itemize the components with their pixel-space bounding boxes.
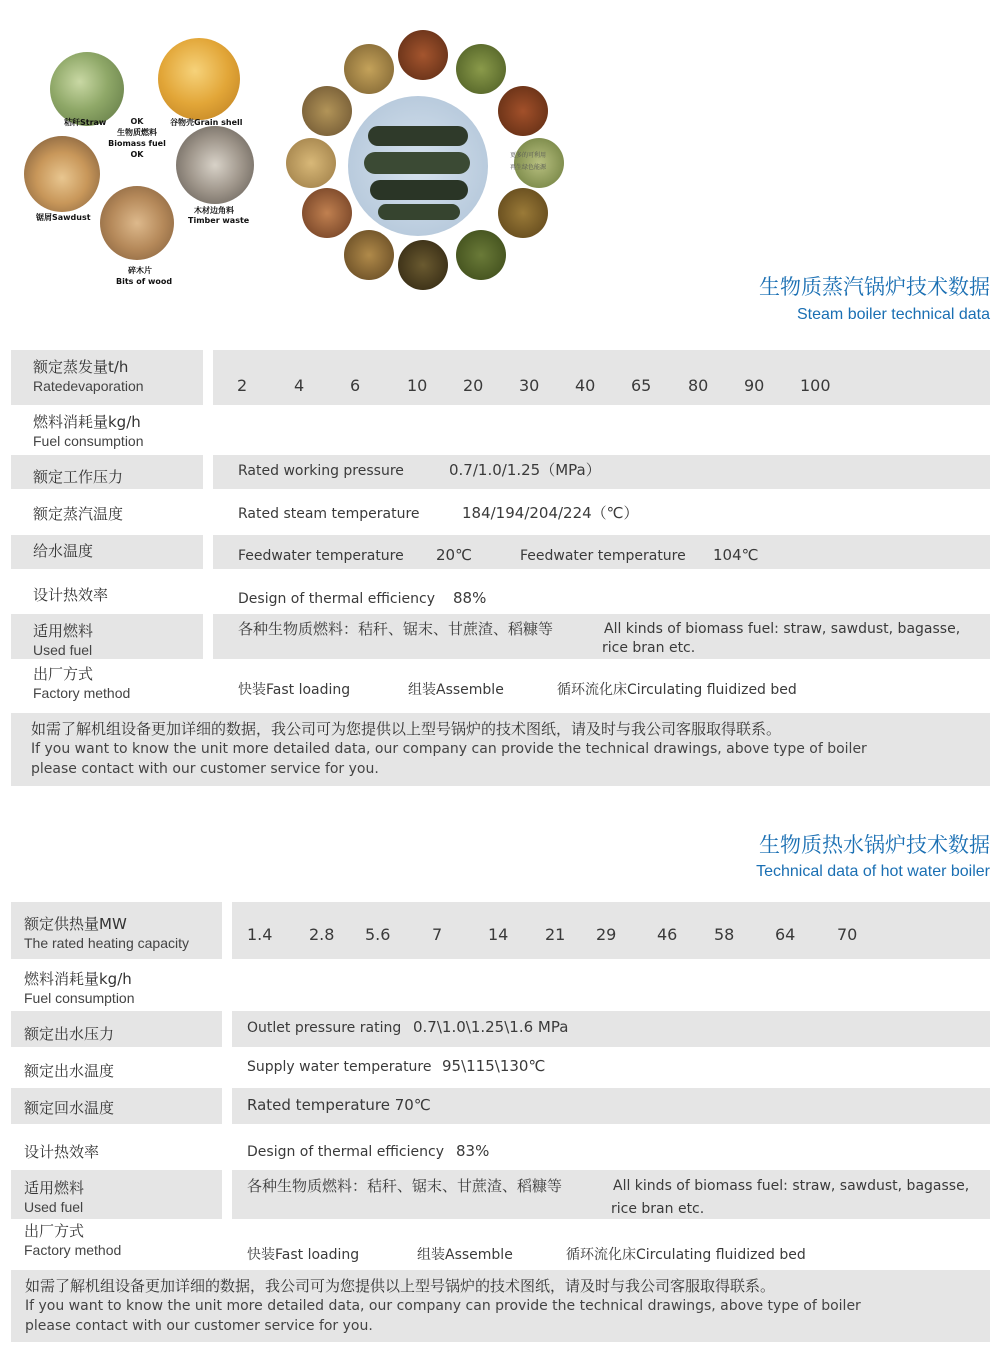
steam-contact-note: 如需了解机组设备更加详细的数据，我公司可为您提供以上型号锅炉的技术图纸，请及时与我公司客服取得联系。 If you want to know the unit more detailed data, our company can provide the technical drawings, above type of boiler please contact with our customer service for you. xyxy=(11,713,990,786)
straw-image xyxy=(50,52,124,126)
timber-waste-label-cn: 木材边角料 xyxy=(194,206,234,215)
steam-efficiency-label: 设计热效率 xyxy=(33,586,109,604)
steam-efficiency-text: Design of thermal efficiency xyxy=(238,591,435,607)
steam-used-fuel-cn: 各种生物质燃料：秸秆、锯末、甘蔗渣、稻糠等 xyxy=(238,620,554,638)
steam-capacity-label: 额定蒸发量t/h Ratedevaporation xyxy=(33,358,144,394)
biomass-wheel-image xyxy=(280,28,570,290)
hotwater-outlet-pressure-text: Outlet pressure rating xyxy=(247,1020,402,1036)
hotwater-capacity-label: 额定供热量MW The rated heating capacity xyxy=(24,915,189,951)
hotwater-factory-assemble: 组装Assemble xyxy=(417,1247,513,1263)
hotwater-capacity-value: 46 xyxy=(657,925,678,944)
hotwater-fuel-label: 燃料消耗量kg/h Fuel consumption xyxy=(24,970,135,1006)
wheel-caption-1: 更多的可利用 xyxy=(510,152,547,159)
wheel-sample xyxy=(286,138,336,188)
hotwater-capacity-value: 1.4 xyxy=(247,925,273,944)
hotwater-used-fuel-en-2: rice bran etc. xyxy=(611,1201,705,1217)
steam-feedwater-value-1: 20℃ xyxy=(436,546,472,564)
wheel-sample xyxy=(498,188,548,238)
hotwater-capacity-value: 58 xyxy=(714,925,735,944)
steam-capacity-value: 80 xyxy=(688,376,709,395)
steam-fuel-label: 燃料消耗量kg/h Fuel consumption xyxy=(33,413,144,449)
wheel-sample xyxy=(498,86,548,136)
timber-waste-label-en: Timber waste xyxy=(188,216,250,225)
bits-of-wood-image xyxy=(100,186,174,260)
hotwater-efficiency-label: 设计热效率 xyxy=(24,1143,100,1161)
steam-title-en: Steam boiler technical data xyxy=(797,306,990,323)
hotwater-efficiency-text: Design of thermal efficiency xyxy=(247,1144,444,1160)
steam-feedwater-value-2: 104℃ xyxy=(713,546,759,564)
steam-efficiency-value: 88% xyxy=(453,589,487,607)
steam-capacity-value: 90 xyxy=(744,376,765,395)
hotwater-title-en: Technical data of hot water boiler xyxy=(756,863,990,880)
wheel-sample xyxy=(456,44,506,94)
bits-of-wood-label-en: Bits of wood xyxy=(116,277,173,286)
steam-pressure-value: 0.7/1.0/1.25（MPa） xyxy=(449,461,601,479)
hotwater-capacity-value: 29 xyxy=(596,925,617,944)
bits-of-wood-label-cn: 碎木片 xyxy=(128,266,152,275)
hotwater-used-fuel-en-1: All kinds of biomass fuel: straw, sawdust, bagasse, xyxy=(613,1178,970,1194)
hotwater-title-cn: 生物质热水锅炉技术数据 xyxy=(759,833,990,857)
steam-title-cn: 生物质蒸汽锅炉技术数据 xyxy=(759,275,990,299)
straw-label: 秸秆Straw xyxy=(64,118,107,127)
steam-factory-assemble: 组装Assemble xyxy=(408,682,504,698)
hotwater-outlet-temp-text: Supply water temperature xyxy=(247,1059,432,1075)
hotwater-capacity-value: 21 xyxy=(545,925,566,944)
steam-factory-fast-loading: 快装Fast loading xyxy=(238,682,351,698)
steam-temp-label: 额定蒸汽温度 xyxy=(33,505,124,523)
steam-capacity-value: 2 xyxy=(237,376,248,395)
wheel-caption-2: 再生绿色能源 xyxy=(510,164,547,171)
biomass-fuel-diagram xyxy=(18,30,268,290)
wheel-sample xyxy=(456,230,506,280)
steam-capacity-value: 20 xyxy=(463,376,484,395)
wheel-sample xyxy=(302,188,352,238)
steam-pressure-label: 额定工作压力 xyxy=(33,468,124,486)
hotwater-factory-fluidized-bed: 循环流化床Circulating fluidized bed xyxy=(566,1247,806,1263)
wheel-sample xyxy=(398,240,448,290)
steam-capacity-value: 40 xyxy=(575,376,596,395)
timber-waste-image xyxy=(176,126,254,204)
hotwater-capacity-value: 64 xyxy=(775,925,796,944)
hotwater-capacity-value: 7 xyxy=(432,925,443,944)
sawdust-image xyxy=(24,136,100,212)
steam-used-fuel-en-2: rice bran etc. xyxy=(602,640,696,656)
steam-capacity-value: 30 xyxy=(519,376,540,395)
hotwater-outlet-temp-label: 额定出水温度 xyxy=(24,1062,115,1080)
biomass-fuel-center-label: OK 生物质燃料 Biomass fuel OK xyxy=(108,117,166,159)
hotwater-factory-fast-loading: 快装Fast loading xyxy=(247,1247,360,1263)
hotwater-contact-note: 如需了解机组设备更加详细的数据，我公司可为您提供以上型号锅炉的技术图纸，请及时与我公司客服取得联系。 If you want to know the unit more detailed data, our company can provide the technical drawings, above type of boiler please contact with our customer service for you. xyxy=(11,1270,990,1342)
hotwater-outlet-pressure-value: 0.7\1.0\1.25\1.6 MPa xyxy=(413,1018,569,1036)
steam-factory-label: 出厂方式 Factory method xyxy=(33,665,131,701)
hotwater-outlet-temp-value: 95\115\130℃ xyxy=(442,1057,546,1075)
hotwater-capacity-value: 70 xyxy=(837,925,858,944)
steam-feedwater-text-2: Feedwater temperature xyxy=(520,548,686,564)
steam-feedwater-label: 给水温度 xyxy=(33,542,94,560)
pellet-center-image xyxy=(348,96,488,236)
grain-shell-image xyxy=(158,38,240,120)
steam-temp-value: 184/194/204/224（℃） xyxy=(462,504,639,522)
steam-capacity-value: 4 xyxy=(294,376,305,395)
steam-capacity-value: 100 xyxy=(800,376,831,395)
steam-used-fuel-label: 适用燃料 Used fuel xyxy=(33,622,94,658)
hotwater-capacity-value: 5.6 xyxy=(365,925,391,944)
steam-capacity-value: 6 xyxy=(350,376,361,395)
wheel-sample xyxy=(344,44,394,94)
steam-capacity-value: 65 xyxy=(631,376,652,395)
hotwater-outlet-pressure-label: 额定出水压力 xyxy=(24,1025,115,1043)
steam-used-fuel-en-1: All kinds of biomass fuel: straw, sawdust, bagasse, xyxy=(604,621,961,637)
steam-capacity-values-bg xyxy=(213,350,990,405)
steam-pressure-text: Rated working pressure xyxy=(238,463,404,479)
sawdust-label: 锯屑Sawdust xyxy=(36,213,91,222)
steam-temp-text: Rated steam temperature xyxy=(238,506,420,522)
steam-capacity-value: 10 xyxy=(407,376,428,395)
steam-factory-fluidized-bed: 循环流化床Circulating fluidized bed xyxy=(557,682,797,698)
hotwater-return-temp-text: Rated temperature 70℃ xyxy=(247,1096,431,1114)
hotwater-used-fuel-cn: 各种生物质燃料：秸秆、锯末、甘蔗渣、稻糠等 xyxy=(247,1177,563,1195)
hotwater-return-temp-label: 额定回水温度 xyxy=(24,1099,115,1117)
hotwater-capacity-value: 14 xyxy=(488,925,509,944)
hotwater-factory-label: 出厂方式 Factory method xyxy=(24,1222,122,1258)
hotwater-efficiency-value: 83% xyxy=(456,1142,490,1160)
grain-shell-label: 谷物壳Grain shell xyxy=(170,118,243,127)
wheel-sample xyxy=(398,30,448,80)
steam-feedwater-text-1: Feedwater temperature xyxy=(238,548,404,564)
wheel-sample xyxy=(344,230,394,280)
hotwater-capacity-value: 2.8 xyxy=(309,925,335,944)
hotwater-used-fuel-label: 适用燃料 Used fuel xyxy=(24,1179,85,1215)
wheel-sample xyxy=(302,86,352,136)
